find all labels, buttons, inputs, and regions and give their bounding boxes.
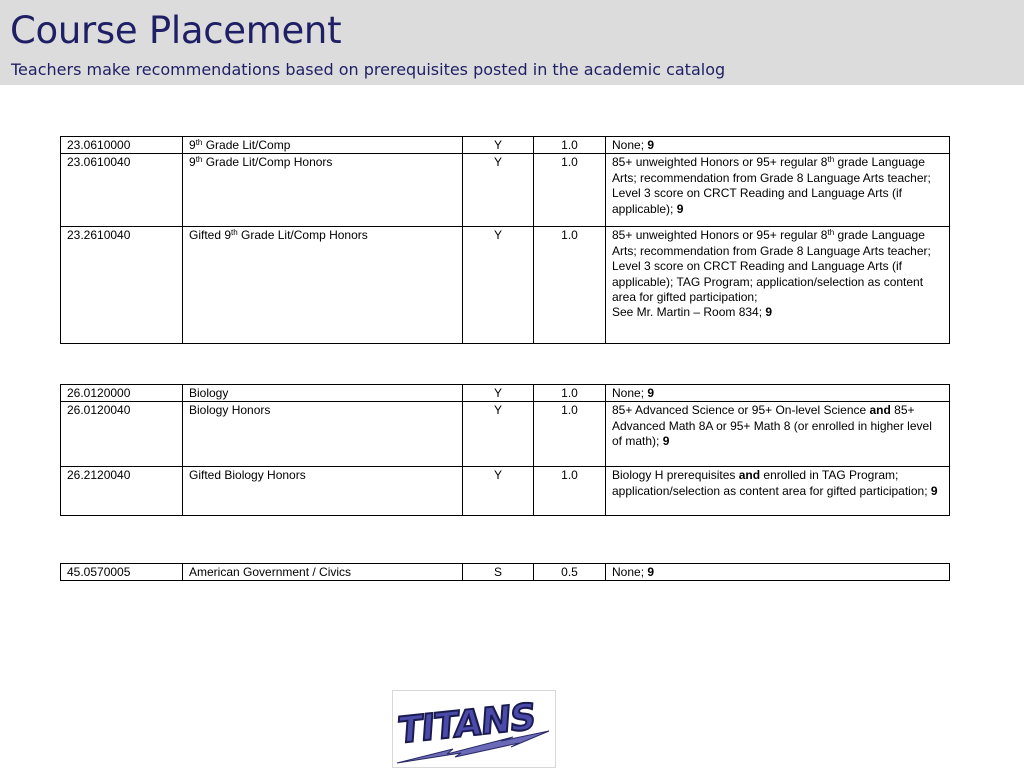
course-name: Gifted 9th Grade Lit/Comp Honors — [183, 227, 463, 344]
course-code: 26.0120000 — [61, 385, 183, 402]
course-prerequisites: 85+ unweighted Honors or 95+ regular 8th grade Language Arts; recommendation from Grade 8 Language Arts teacher; Level 3 score on CRCT Reading and Language Arts (if applicable); 9 — [606, 154, 950, 227]
page-title: Course Placement — [10, 9, 342, 52]
course-name: 9th Grade Lit/Comp — [183, 137, 463, 154]
course-row — [61, 402, 950, 467]
course-credit: 1.0 — [534, 154, 606, 227]
course-code: 26.0120040 — [61, 402, 183, 467]
logo-wordmark: TITANS — [396, 694, 537, 753]
course-credit: 1.0 — [534, 227, 606, 344]
course-name: Biology Honors — [183, 402, 463, 467]
course-prerequisites: 85+ Advanced Science or 95+ On-level Science and 85+ Advanced Math 8A or 95+ Math 8 (or enrolled in higher level of math); 9 — [606, 402, 950, 467]
course-type: Y — [463, 227, 534, 344]
header-band — [0, 0, 1024, 85]
course-name: 9th Grade Lit/Comp Honors — [183, 154, 463, 227]
course-type: Y — [463, 154, 534, 227]
course-prerequisites: None; 9 — [606, 137, 950, 154]
course-prerequisites: 85+ unweighted Honors or 95+ regular 8th grade Language Arts; recommendation from Grade 8 Language Arts teacher; Level 3 score on CRCT Reading and Language Arts (if applicable); TAG Program; application/selection as content area for gifted participation; See Mr. Martin – Room 834; 9 — [606, 227, 950, 344]
course-row — [61, 137, 950, 154]
course-table-government — [60, 563, 950, 581]
course-code: 23.2610040 — [61, 227, 183, 344]
course-credit: 1.0 — [534, 385, 606, 402]
course-credit: 0.5 — [534, 564, 606, 581]
course-type: S — [463, 564, 534, 581]
course-table-biology — [60, 384, 950, 516]
course-code: 26.2120040 — [61, 467, 183, 516]
course-credit: 1.0 — [534, 402, 606, 467]
course-type: Y — [463, 467, 534, 516]
page-subtitle: Teachers make recommendations based on prerequisites posted in the academic catalog — [11, 60, 726, 79]
course-prerequisites: None; 9 — [606, 385, 950, 402]
course-code: 45.0570005 — [61, 564, 183, 581]
course-type: Y — [463, 137, 534, 154]
course-name: Gifted Biology Honors — [183, 467, 463, 516]
course-row — [61, 564, 950, 581]
course-credit: 1.0 — [534, 467, 606, 516]
titans-logo — [392, 690, 556, 768]
course-row — [61, 154, 950, 227]
course-table-english — [60, 136, 950, 344]
titans-logo-image — [393, 691, 555, 767]
course-type: Y — [463, 385, 534, 402]
course-prerequisites: Biology H prerequisites and enrolled in TAG Program; application/selection as content area for gifted participation; 9 — [606, 467, 950, 516]
course-row — [61, 227, 950, 344]
course-code: 23.0610040 — [61, 154, 183, 227]
course-prerequisites: None; 9 — [606, 564, 950, 581]
course-row — [61, 385, 950, 402]
course-row — [61, 467, 950, 516]
course-credit: 1.0 — [534, 137, 606, 154]
course-name: American Government / Civics — [183, 564, 463, 581]
course-code: 23.0610000 — [61, 137, 183, 154]
course-name: Biology — [183, 385, 463, 402]
course-type: Y — [463, 402, 534, 467]
